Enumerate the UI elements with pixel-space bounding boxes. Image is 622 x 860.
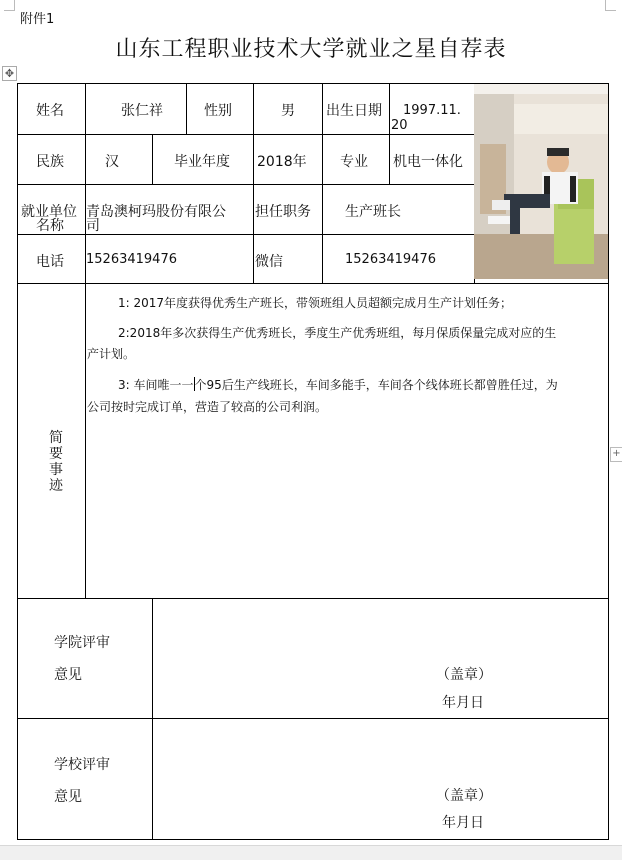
- gender-label: 性别: [204, 103, 232, 119]
- gender-value[interactable]: 男: [281, 103, 295, 119]
- phone-label: 电话: [36, 254, 64, 270]
- ethnicity-label: 民族: [36, 154, 64, 170]
- summary-paragraph-3-line2[interactable]: 公司按时完成订单，营造了较高的公司利润。: [87, 400, 328, 414]
- move-handle-icon[interactable]: ✥: [2, 66, 17, 81]
- employer-label-line2: 名称: [36, 218, 64, 234]
- name-value[interactable]: 张仁祥: [121, 103, 163, 119]
- wechat-value[interactable]: 15263419476: [345, 252, 436, 267]
- school-review-label-line1: 学校评审: [54, 757, 110, 773]
- summary-p3-part-a: 3: 车间唯一一: [118, 378, 194, 392]
- position-label: 担任职务: [255, 204, 311, 220]
- applicant-photo: [474, 84, 608, 279]
- summary-label: 简要事迹: [49, 430, 63, 494]
- plus-icon[interactable]: +: [610, 447, 622, 462]
- grad-year-label: 毕业年度: [174, 154, 230, 170]
- birth-label: 出生日期: [326, 103, 382, 119]
- summary-paragraph-2-line1[interactable]: 2:2018年多次获得生产优秀班长，季度生产优秀班组，每月保质保量完成对应的生: [118, 326, 557, 340]
- college-date-label: 年月日: [442, 695, 484, 711]
- page-title: 山东工程职业技术大学就业之星自荐表: [115, 37, 507, 62]
- position-value[interactable]: 生产班长: [345, 204, 401, 220]
- school-review-label-line2: 意见: [54, 789, 82, 805]
- summary-paragraph-3-line1[interactable]: [118, 374, 558, 396]
- status-bar: [0, 845, 622, 860]
- college-seal-label: （盖章）: [436, 667, 492, 683]
- margin-corner-top-left: [4, 0, 15, 11]
- summary-p3-part-b: 个95后生产线班长，车间多能手，车间各个线体班长都曾胜任过，为: [194, 378, 558, 392]
- ethnicity-value[interactable]: 汉: [105, 154, 119, 170]
- employer-value-line2[interactable]: 司: [86, 218, 100, 234]
- birth-value-line1[interactable]: 1997.11.: [403, 103, 461, 118]
- attachment-label: 附件1: [20, 12, 55, 27]
- wechat-label: 微信: [255, 254, 283, 270]
- grad-year-value[interactable]: 2018年: [257, 154, 307, 170]
- phone-value[interactable]: 15263419476: [86, 252, 177, 267]
- college-review-label-line1: 学院评审: [54, 635, 110, 651]
- employer-label-line1: 就业单位: [21, 204, 77, 220]
- name-label: 姓名: [36, 103, 64, 119]
- employer-value-line1[interactable]: 青岛澳柯玛股份有限公: [86, 204, 226, 220]
- summary-paragraph-1[interactable]: 1: 2017年度获得优秀生产班长，带领班组人员超额完成月生产计划任务；: [118, 296, 513, 310]
- birth-value-line2[interactable]: 20: [391, 118, 408, 133]
- school-date-label: 年月日: [442, 815, 484, 831]
- school-seal-label: （盖章）: [436, 788, 492, 804]
- college-review-label-line2: 意见: [54, 667, 82, 683]
- summary-paragraph-2-line2[interactable]: 产计划。: [87, 347, 136, 361]
- major-label: 专业: [340, 154, 368, 170]
- margin-corner-top-right: [605, 0, 616, 11]
- major-value[interactable]: 机电一体化: [393, 154, 463, 170]
